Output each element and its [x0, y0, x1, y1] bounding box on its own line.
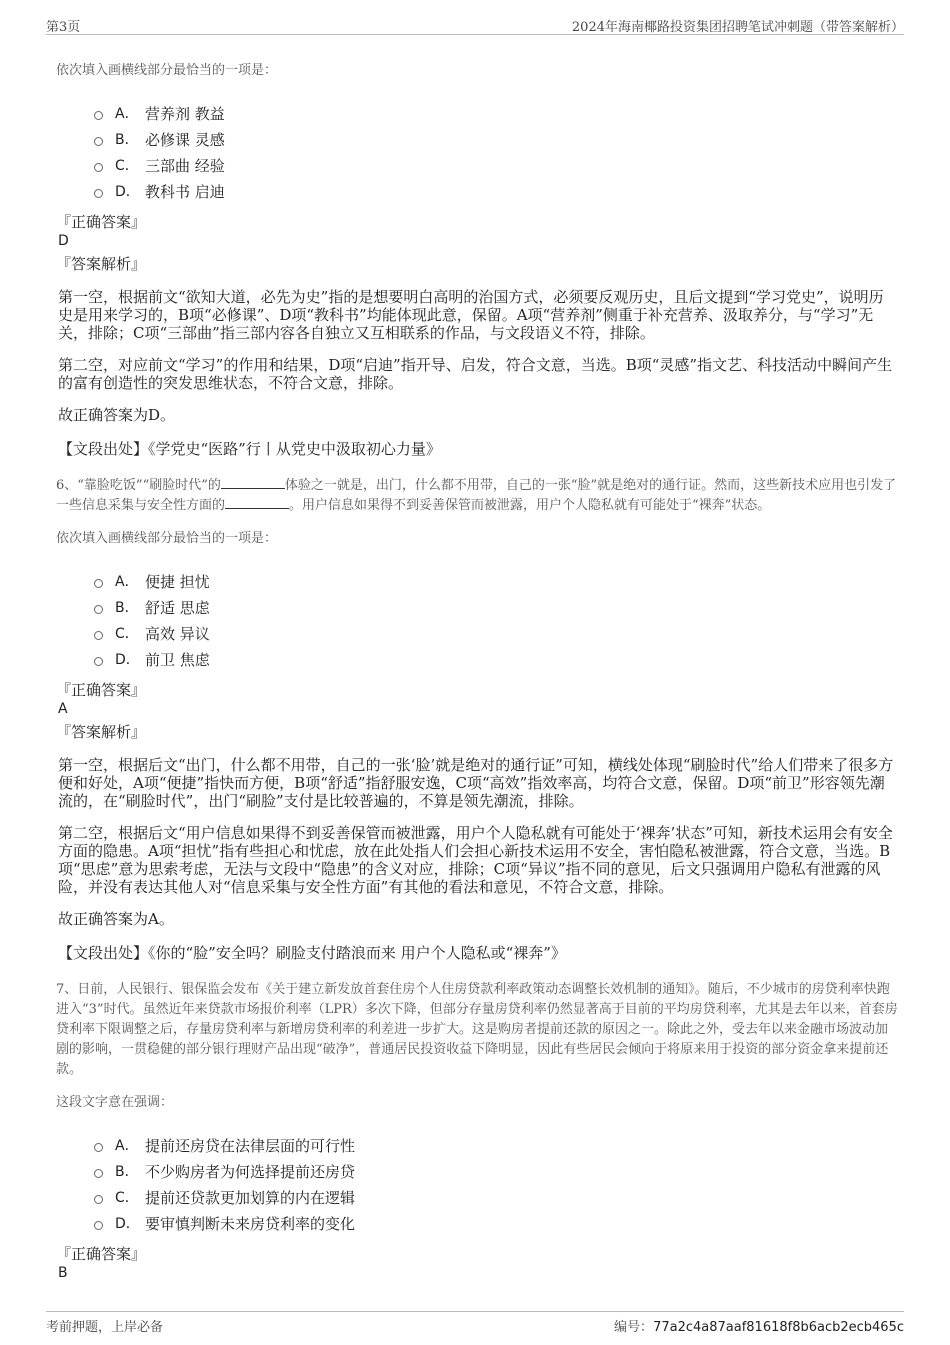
- option-letter: A．: [115, 1138, 139, 1154]
- option-text: 高效 异议: [145, 624, 210, 643]
- q7-option-d[interactable]: [94, 1210, 900, 1236]
- option-text: 要审慎判断未来房贷利率的变化: [145, 1214, 356, 1233]
- q7-answer-label: 『正确答案』: [56, 1245, 147, 1263]
- radio-button[interactable]: [94, 1143, 103, 1152]
- fill-blank: [225, 496, 289, 509]
- q6-text-part: 6、“靠脸吃饭”“刷脸时代”的: [56, 478, 221, 493]
- option-letter: B．: [115, 132, 139, 148]
- radio-button[interactable]: [94, 657, 103, 666]
- option-letter: D．: [115, 1216, 140, 1232]
- q6-answer: A: [58, 701, 68, 717]
- option-text: 营养剂 教益: [145, 104, 225, 123]
- option-letter: C．: [115, 158, 139, 174]
- radio-button[interactable]: [94, 631, 103, 640]
- page-number: 第3页: [46, 20, 81, 35]
- q5-analysis-paragraph: 第二空，对应前文“学习”的作用和结果，D项“启迪”指开导、启发，符合文意，当选。B项“灵感”指文艺、科技活动中瞬间产生的富有创造性的突发思维状态，不符合文意，排除。: [58, 356, 893, 392]
- q5-option-d[interactable]: [94, 178, 900, 204]
- q7-options: [94, 1132, 900, 1236]
- q5-option-b[interactable]: [94, 126, 900, 152]
- q6-prompt: 依次填入画横线部分最恰当的一项是：: [56, 531, 278, 546]
- radio-button[interactable]: [94, 1195, 103, 1204]
- q7-option-a[interactable]: [94, 1132, 900, 1158]
- q7-option-c[interactable]: [94, 1184, 900, 1210]
- q5-analysis-conclusion: 故正确答案为D。: [58, 406, 176, 424]
- q5-option-a[interactable]: [94, 100, 900, 126]
- option-text: 三部曲 经验: [145, 156, 225, 175]
- q6-analysis-paragraph: 第一空，根据后文“出门，什么都不用带，自己的一张‘脸’就是绝对的通行证”可知，横线处体现“刷脸时代”给人们带来了很多方便和好处，A项“便捷”指快而方便，B项“舒适”指舒服安逸，C项“高效”指效率高，均符合文意，保留。D项“前卫”形容领先潮流的，在“刷脸时代”，出门“刷脸”支付是比较普遍的，不算是领先潮流，排除。: [58, 756, 894, 810]
- q6-option-b[interactable]: [94, 594, 900, 620]
- option-letter: B．: [115, 1164, 139, 1180]
- page-footer: [46, 1311, 904, 1338]
- q6-text-part: 。用户信息如果得不到妥善保管而被泄露，用户个人隐私就有可能处于“裸奔”状态。: [289, 498, 771, 513]
- option-letter: A．: [115, 574, 139, 590]
- page-header: [46, 14, 904, 35]
- q5-option-c[interactable]: [94, 152, 900, 178]
- radio-button[interactable]: [94, 111, 103, 120]
- document-id-label: 编号：: [614, 1320, 654, 1335]
- option-text: 提前还房贷在法律层面的可行性: [145, 1136, 356, 1155]
- q7-answer: B: [58, 1265, 68, 1281]
- q5-answer-label: 『正确答案』: [56, 213, 147, 231]
- q6-text-part: 体验之一就是，出门，什么都不用带，自己的一张“脸”就是绝对的通行证。然而，这些新技术应用也引发了一些信息采集与安全性方面的: [56, 478, 897, 513]
- q6-analysis-paragraph: 第二空，根据后文“用户信息如果得不到妥善保管而被泄露，用户个人隐私就有可能处于‘裸奔’状态”可知，新技术运用会有安全方面的隐患。A项“担忧”指有些担心和忧虑，放在此处指人们会担心新技术运用不安全，害怕隐私被泄露，符合文意，当选。B项“思虑”意为思索考虑，无法与文段中“隐患”的含义对应，排除；C项“异议”指不同的意见，后文只强调用户隐私有泄露的风险，并没有表达其他人对“信息采集与安全性方面”有其他的看法和意见，不符合文意，排除。: [58, 824, 893, 896]
- footer-slogan: 考前押题，上岸必备: [46, 1320, 164, 1335]
- document-title: 2024年海南椰路投资集团招聘笔试冲刺题（带答案解析）: [571, 20, 904, 35]
- q6-source: 【文段出处】《你的“脸”安全吗？刷脸支付踏浪而来 用户个人隐私或“裸奔”》: [58, 944, 566, 962]
- option-text: 前卫 焦虑: [145, 650, 210, 669]
- q5-source: 【文段出处】《学党史“医路”行丨从党史中汲取初心力量》: [58, 440, 441, 458]
- radio-button[interactable]: [94, 579, 103, 588]
- option-letter: D．: [115, 652, 140, 668]
- option-text: 提前还贷款更加划算的内在逻辑: [145, 1188, 356, 1207]
- q5-options: [94, 100, 900, 204]
- q6-option-a[interactable]: [94, 568, 900, 594]
- q6-options: [94, 568, 900, 672]
- q6-analysis-conclusion: 故正确答案为A。: [58, 910, 174, 928]
- option-letter: C．: [115, 626, 139, 642]
- q6-option-c[interactable]: [94, 620, 900, 646]
- radio-button[interactable]: [94, 137, 103, 146]
- radio-button[interactable]: [94, 605, 103, 614]
- option-text: 教科书 启迪: [145, 182, 225, 201]
- option-letter: B．: [115, 600, 139, 616]
- radio-button[interactable]: [94, 189, 103, 198]
- q7-option-b[interactable]: [94, 1158, 900, 1184]
- q5-prompt: 依次填入画横线部分最恰当的一项是：: [56, 63, 278, 78]
- option-text: 不少购房者为何选择提前还房贷: [145, 1162, 356, 1181]
- option-text: 必修课 灵感: [145, 130, 225, 149]
- radio-button[interactable]: [94, 163, 103, 172]
- page-content: [56, 62, 900, 1284]
- document-id-value: 77a2c4a87aaf81618f8b6acb2ecb465c: [653, 1320, 904, 1335]
- q5-answer: D: [58, 233, 69, 249]
- q7-question-text: 7、日前，人民银行、银保监会发布《关于建立新发放首套住房个人住房贷款利率政策动态调整长效机制的通知》。随后，不少城市的房贷利率快跑进入“3”时代。虽然近年来贷款市场报价利率（LPR）多次下降，但部分存量房贷利率仍然显著高于目前的平均房贷利率，尤其是去年以来，首套房贷利率下限调整之后，存量房贷利率与新增房贷利率的利差进一步扩大。这是购房者提前还款的原因之一。除此之外，受去年以来金融市场波动加剧的影响，一贯稳健的部分银行理财产品出现“破净”，普通居民投资收益下降明显，因此有些居民会倾向于将原来用于投资的部分资金拿来提前还款。: [56, 982, 898, 1077]
- option-text: 便捷 担忧: [145, 572, 210, 591]
- option-letter: C．: [115, 1190, 139, 1206]
- radio-button[interactable]: [94, 1169, 103, 1178]
- fill-blank: [221, 476, 285, 489]
- radio-button[interactable]: [94, 1221, 103, 1230]
- document-id: [614, 1316, 904, 1335]
- q6-question-text: [56, 476, 900, 516]
- q6-option-d[interactable]: [94, 646, 900, 672]
- option-letter: D．: [115, 184, 140, 200]
- q5-analysis-paragraph: 第一空，根据前文“欲知大道，必先为史”指的是想要明白高明的治国方式，必须要反观历史，且后文提到“学习党史”，说明历史是用来学习的，B项“必修课”、D项“教科书”均能体现此意，保留。A项“营养剂”侧重于补充营养、汲取养分，与“学习”无关，排除；C项“三部曲”指三部内容各自独立又互相联系的作品，与文段语义不符，排除。: [58, 288, 884, 342]
- q6-analysis-label: 『答案解析』: [56, 723, 147, 741]
- q7-prompt: 这段文字意在强调：: [56, 1095, 174, 1110]
- option-text: 舒适 思虑: [145, 598, 210, 617]
- q5-analysis-label: 『答案解析』: [56, 255, 147, 273]
- q6-answer-label: 『正确答案』: [56, 681, 147, 699]
- option-letter: A．: [115, 106, 139, 122]
